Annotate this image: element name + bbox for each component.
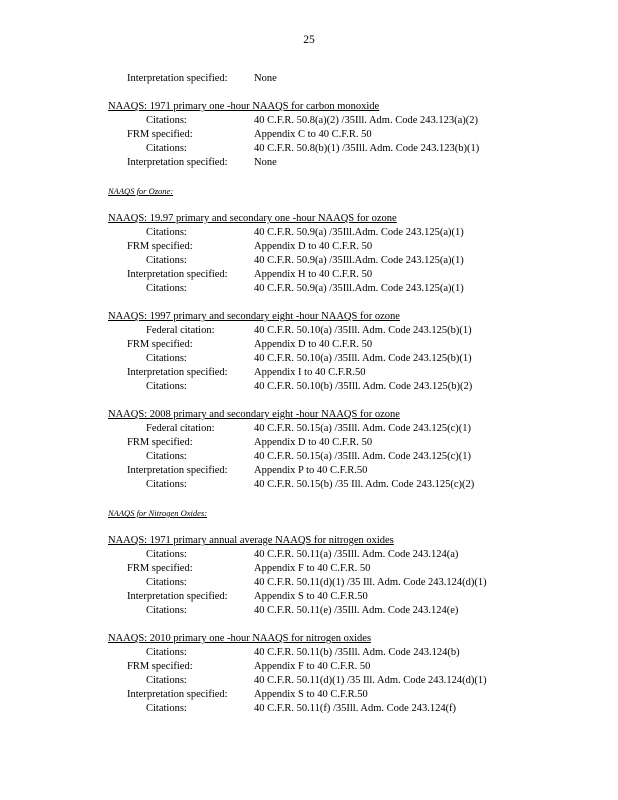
citations-row — [0, 282, 618, 296]
entry-value: 40 C.F.R. 50.8(b)(1) /35Ill. Adm. Code 243.123(b)(1) — [254, 143, 480, 154]
entry-value: 40 C.F.R. 50.11(a) /35Ill. Adm. Code 243.124(a) — [254, 549, 459, 560]
entry-value: Appendix S to 40 C.F.R.50 — [254, 591, 368, 602]
entry-label: Citations: — [146, 353, 187, 364]
interpretation-row — [0, 590, 618, 604]
citations-row — [0, 352, 618, 366]
federal-citation-row — [0, 324, 618, 338]
entry-label: Interpretation specified: — [127, 73, 228, 84]
page-number: 25 — [303, 34, 315, 46]
entry-value: None — [254, 73, 277, 84]
entry-label: Federal citation: — [146, 325, 215, 336]
entry-label: Citations: — [146, 479, 187, 490]
naaqs-heading: NAAQS: 1997 primary and secondary eight -hour NAAQS for ozone — [108, 311, 400, 322]
entry-value: 40 C.F.R. 50.8(a)(2) /35Ill. Adm. Code 243.123(a)(2) — [254, 115, 479, 126]
citations-row — [0, 450, 618, 464]
entry-label: Citations: — [146, 115, 187, 126]
entry-value: Appendix I to 40 C.F.R.50 — [254, 367, 366, 378]
entry-value: Appendix D to 40 C.F.R. 50 — [254, 241, 373, 252]
entry-value: Appendix S to 40 C.F.R.50 — [254, 689, 368, 700]
entry-label: Citations: — [146, 381, 187, 392]
entry-label: FRM specified: — [127, 563, 193, 574]
entry-label: Citations: — [146, 143, 187, 154]
entry-value: Appendix D to 40 C.F.R. 50 — [254, 437, 373, 448]
frm-specified-row — [0, 436, 618, 450]
entry-value: 40 C.F.R. 50.15(a) /35Ill. Adm. Code 243.125(c)(1) — [254, 451, 472, 462]
naaqs-heading: NAAQS: 2010 primary one -hour NAAQS for nitrogen oxides — [108, 633, 372, 644]
citations-row — [0, 548, 618, 562]
entry-value: Appendix H to 40 C.F.R. 50 — [254, 269, 373, 280]
entry-value: Appendix F to 40 C.F.R. 50 — [254, 563, 371, 574]
citations-row — [0, 646, 618, 660]
entry-label: Federal citation: — [146, 423, 215, 434]
interpretation-row — [0, 156, 618, 170]
entry-value: Appendix D to 40 C.F.R. 50 — [254, 339, 373, 350]
naaqs-heading: NAAQS: 19.97 primary and secondary one -hour NAAQS for ozone — [108, 213, 397, 224]
citations-row — [0, 254, 618, 268]
frm-specified-row — [0, 128, 618, 142]
entry-value: 40 C.F.R. 50.9(a) /35Ill.Adm. Code 243.125(a)(1) — [254, 255, 464, 266]
entry-label: FRM specified: — [127, 661, 193, 672]
entry-value: 40 C.F.R. 50.10(a) /35Ill. Adm. Code 243.125(b)(1) — [254, 325, 472, 336]
entry-value: 40 C.F.R. 50.15(a) /35Ill. Adm. Code 243.125(c)(1) — [254, 423, 472, 434]
entry-label: Interpretation specified: — [127, 465, 228, 476]
citations-row — [0, 114, 618, 128]
citations-row — [0, 478, 618, 492]
entry-label: FRM specified: — [127, 129, 193, 140]
entry-label: FRM specified: — [127, 339, 193, 350]
entry-label: Citations: — [146, 227, 187, 238]
interpretation-row — [0, 366, 618, 380]
naaqs-heading: NAAQS: 2008 primary and secondary eight -hour NAAQS for ozone — [108, 409, 400, 420]
naaqs-heading: NAAQS: 1971 primary annual average NAAQS for nitrogen oxides — [108, 535, 394, 546]
entry-value: 40 C.F.R. 50.10(a) /35Ill. Adm. Code 243.125(b)(1) — [254, 353, 472, 364]
entry-label: FRM specified: — [127, 241, 193, 252]
citations-row — [0, 380, 618, 394]
entry-label: Citations: — [146, 451, 187, 462]
frm-specified-row — [0, 338, 618, 352]
entry-value: 40 C.F.R. 50.11(d)(1) /35 Ill. Adm. Code 243.124(d)(1) — [254, 577, 487, 588]
entry-label: Interpretation specified: — [127, 367, 228, 378]
entry-label: Interpretation specified: — [127, 689, 228, 700]
citations-row — [0, 702, 618, 716]
entry-label: Citations: — [146, 703, 187, 714]
entry-value: 40 C.F.R. 50.11(f) /35Ill. Adm. Code 243.124(f) — [254, 703, 457, 714]
entry-label: Citations: — [146, 283, 187, 294]
entry-label: Citations: — [146, 647, 187, 658]
federal-citation-row — [0, 422, 618, 436]
entry-value: 40 C.F.R. 50.10(b) /35Ill. Adm. Code 243.125(b)(2) — [254, 381, 473, 392]
citations-row — [0, 604, 618, 618]
entry-value: Appendix P to 40 C.F.R.50 — [254, 465, 368, 476]
section-heading: NAAQS for Ozone: — [108, 186, 174, 196]
naaqs-heading: NAAQS: 1971 primary one -hour NAAQS for carbon monoxide — [108, 101, 380, 112]
citations-row — [0, 142, 618, 156]
citations-row — [0, 576, 618, 590]
entry-value: 40 C.F.R. 50.9(a) /35Ill.Adm. Code 243.125(a)(1) — [254, 283, 464, 294]
entry-label: Citations: — [146, 577, 187, 588]
entry-value: 40 C.F.R. 50.15(b) /35 Ill. Adm. Code 243.125(c)(2) — [254, 479, 475, 490]
frm-specified-row — [0, 562, 618, 576]
citations-row — [0, 674, 618, 688]
entry-label: Citations: — [146, 605, 187, 616]
interpretation-row — [0, 268, 618, 282]
entry-label: FRM specified: — [127, 437, 193, 448]
frm-specified-row — [0, 660, 618, 674]
frm-specified-row — [0, 240, 618, 254]
entry-label: Interpretation specified: — [127, 157, 228, 168]
entry-value: 40 C.F.R. 50.11(e) /35Ill. Adm. Code 243.124(e) — [254, 605, 459, 616]
entry-value: Appendix C to 40 C.F.R. 50 — [254, 129, 372, 140]
interpretation-row — [0, 688, 618, 702]
entry-value: 40 C.F.R. 50.11(b) /35Ill. Adm. Code 243.124(b) — [254, 647, 460, 658]
entry-value: Appendix F to 40 C.F.R. 50 — [254, 661, 371, 672]
citations-row — [0, 226, 618, 240]
entry-value: 40 C.F.R. 50.9(a) /35Ill.Adm. Code 243.125(a)(1) — [254, 227, 464, 238]
entry-label: Interpretation specified: — [127, 269, 228, 280]
entry-label: Citations: — [146, 255, 187, 266]
interpretation-row — [0, 72, 618, 86]
entry-label: Citations: — [146, 675, 187, 686]
entry-value: 40 C.F.R. 50.11(d)(1) /35 Ill. Adm. Code 243.124(d)(1) — [254, 675, 487, 686]
section-heading: NAAQS for Nitrogen Oxides: — [108, 508, 208, 518]
entry-label: Citations: — [146, 549, 187, 560]
interpretation-row — [0, 464, 618, 478]
entry-value: None — [254, 157, 277, 168]
entry-label: Interpretation specified: — [127, 591, 228, 602]
